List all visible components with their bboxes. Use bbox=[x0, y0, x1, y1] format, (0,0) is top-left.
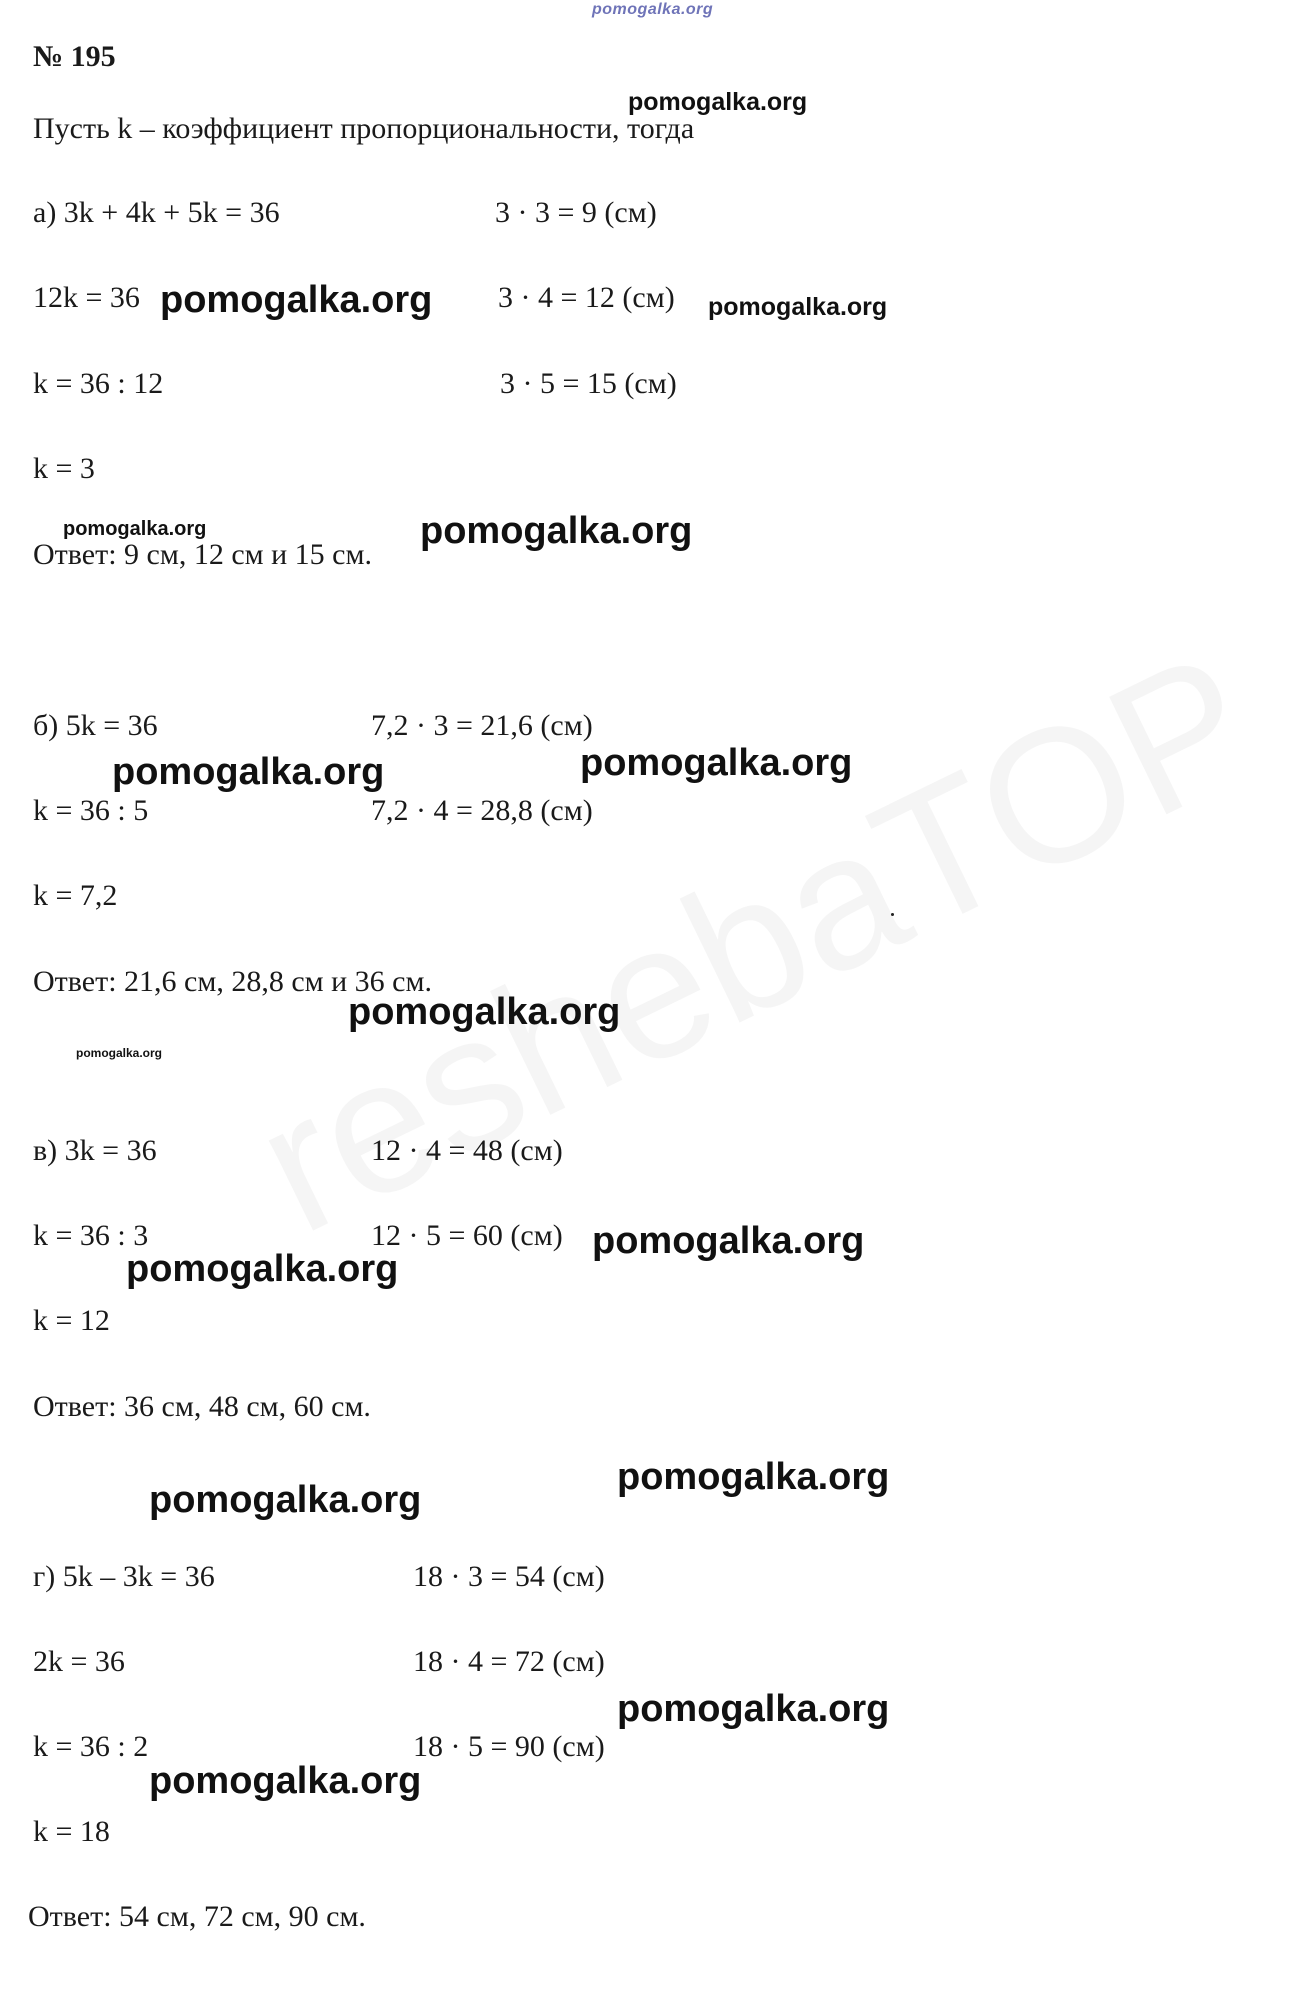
watermark: pomogalka.org bbox=[420, 510, 693, 552]
part-b-line-2: k = 36 : 5 bbox=[33, 794, 149, 827]
part-v-calc-1: 12 · 4 = 48 (см) bbox=[371, 1134, 563, 1167]
watermark: pomogalka.org bbox=[149, 1479, 422, 1521]
part-a-line-2: 12k = 36 bbox=[33, 281, 140, 314]
part-g-calc-3: 18 · 5 = 90 (см) bbox=[413, 1730, 605, 1763]
part-v-answer: Ответ: 36 см, 48 см, 60 см. bbox=[33, 1390, 371, 1423]
intro-text: Пусть k – коэффициент пропорциональности, тогда bbox=[33, 112, 695, 145]
watermark: pomogalka.org bbox=[63, 518, 207, 540]
watermark: pomogalka.org bbox=[76, 1046, 163, 1060]
watermark: pomogalka.org bbox=[580, 742, 853, 784]
part-g-answer: Ответ: 54 см, 72 см, 90 см. bbox=[28, 1900, 366, 1933]
watermark: pomogalka.org bbox=[708, 293, 888, 321]
site-mark: pomogalka.org bbox=[592, 1, 714, 18]
part-b-answer: Ответ: 21,6 см, 28,8 см и 36 см. bbox=[33, 965, 432, 998]
part-a-line-3: k = 36 : 12 bbox=[33, 367, 164, 400]
problem-number: № 195 bbox=[33, 40, 116, 73]
stray-dot bbox=[891, 913, 894, 916]
part-a-answer: Ответ: 9 см, 12 см и 15 см. bbox=[33, 538, 372, 571]
part-a-calc-3: 3 · 5 = 15 (см) bbox=[500, 367, 677, 400]
part-g-line-4: k = 18 bbox=[33, 1815, 110, 1848]
watermark: pomogalka.org bbox=[149, 1760, 422, 1802]
part-b-line-3: k = 7,2 bbox=[33, 879, 118, 912]
part-g-line-1: г) 5k – 3k = 36 bbox=[33, 1560, 215, 1593]
watermark: pomogalka.org bbox=[592, 1220, 865, 1262]
part-g-calc-1: 18 · 3 = 54 (см) bbox=[413, 1560, 605, 1593]
part-b-calc-2: 7,2 · 4 = 28,8 (см) bbox=[371, 794, 593, 827]
part-a-line-1: а) 3k + 4k + 5k = 36 bbox=[33, 196, 280, 229]
watermark: pomogalka.org bbox=[617, 1456, 890, 1498]
watermark: pomogalka.org bbox=[628, 88, 808, 116]
part-v-line-1: в) 3k = 36 bbox=[33, 1134, 157, 1167]
part-v-calc-2: 12 · 5 = 60 (см) bbox=[371, 1219, 563, 1252]
part-g-calc-2: 18 · 4 = 72 (см) bbox=[413, 1645, 605, 1678]
watermark: pomogalka.org bbox=[348, 991, 621, 1033]
watermark: pomogalka.org bbox=[617, 1688, 890, 1730]
watermark: pomogalka.org bbox=[126, 1248, 399, 1290]
part-v-line-2: k = 36 : 3 bbox=[33, 1219, 149, 1252]
watermark: pomogalka.org bbox=[160, 279, 433, 321]
part-a-line-4: k = 3 bbox=[33, 452, 95, 485]
part-b-line-1: б) 5k = 36 bbox=[33, 709, 158, 742]
part-g-line-2: 2k = 36 bbox=[33, 1645, 125, 1678]
watermark: pomogalka.org bbox=[112, 751, 385, 793]
part-a-calc-1: 3 · 3 = 9 (см) bbox=[495, 196, 657, 229]
part-a-calc-2: 3 · 4 = 12 (см) bbox=[498, 281, 675, 314]
part-v-line-3: k = 12 bbox=[33, 1304, 110, 1337]
part-g-line-3: k = 36 : 2 bbox=[33, 1730, 149, 1763]
part-b-calc-1: 7,2 · 3 = 21,6 (см) bbox=[371, 709, 593, 742]
